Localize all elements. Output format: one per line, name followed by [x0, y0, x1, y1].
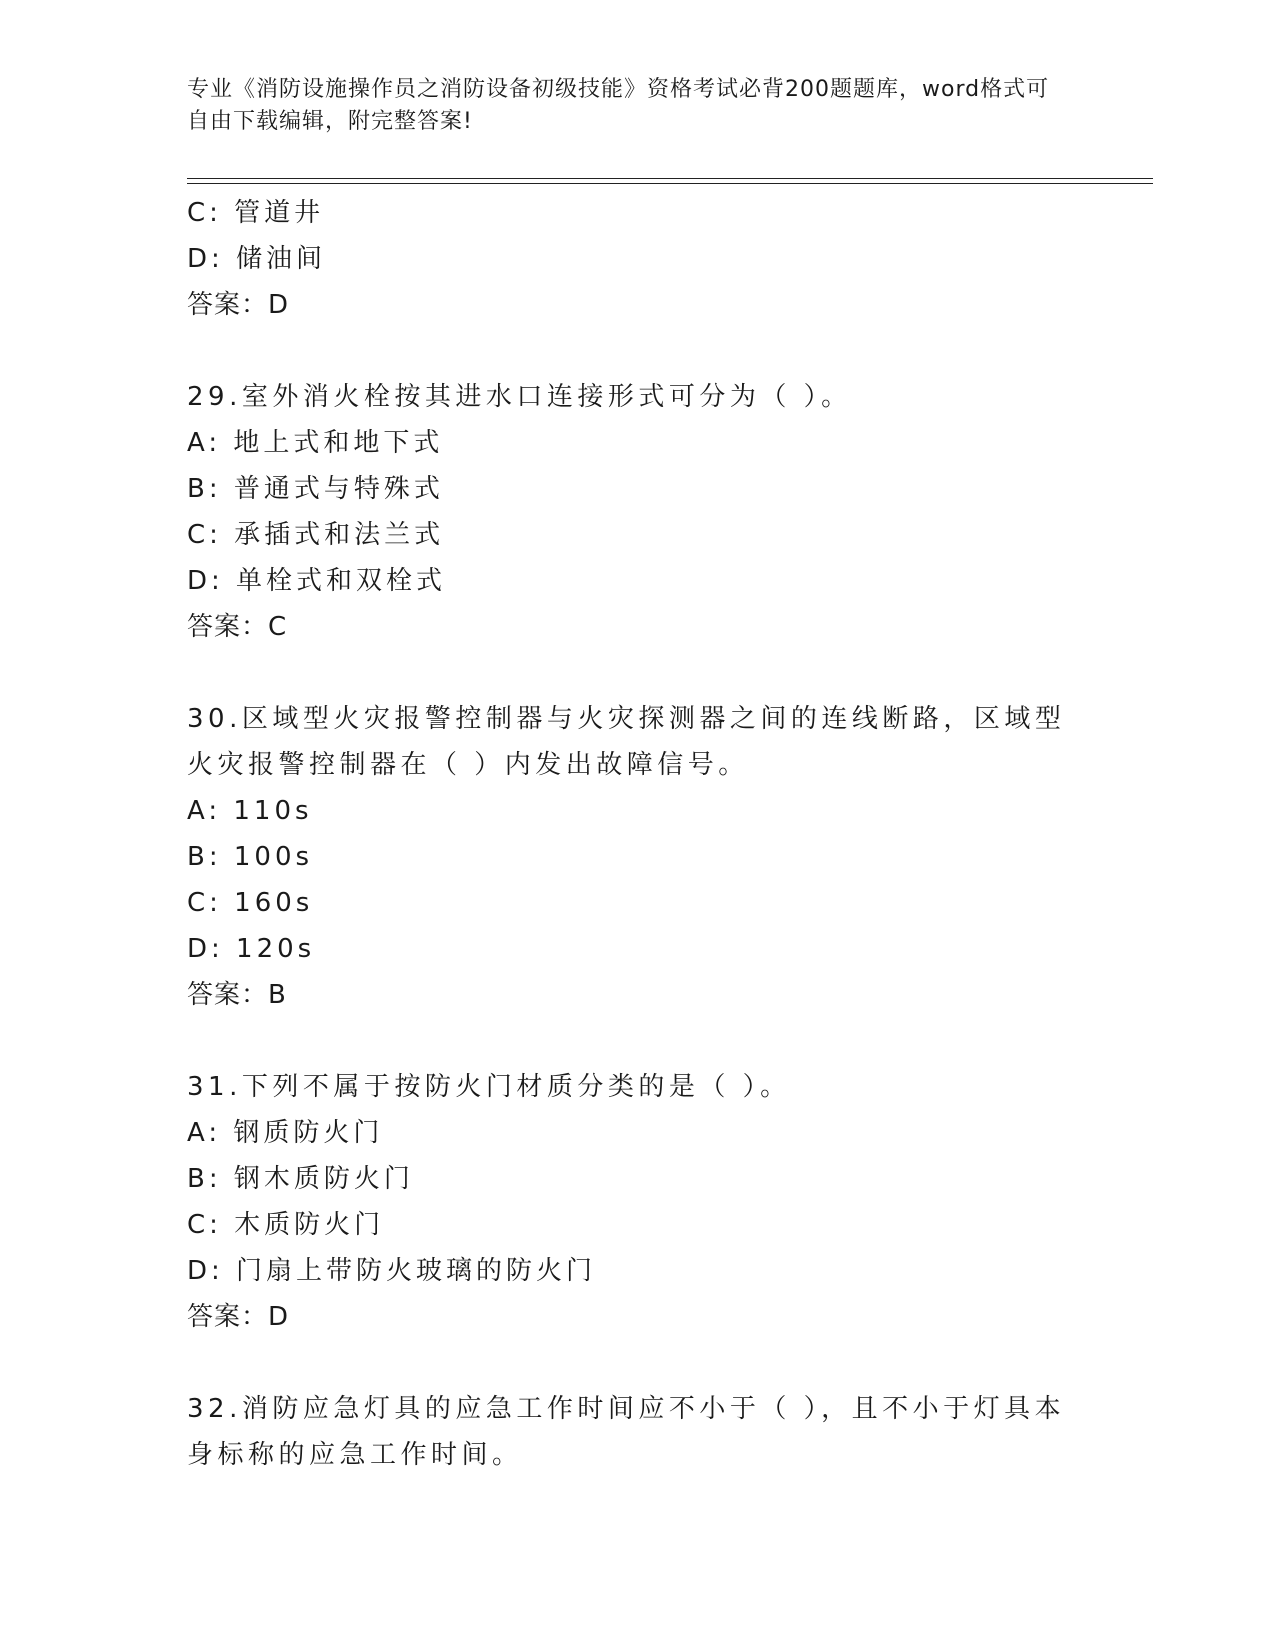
answer-line: 答案：D [187, 290, 290, 320]
option-d: D: 单栓式和双栓式 [187, 566, 447, 596]
option-d: D: 120s [187, 934, 316, 964]
question-stem: 29.室外消火栓按其进水口连接形式可分为（ ）。 [187, 382, 852, 412]
option-b: B: 100s [187, 842, 314, 872]
option-a: A: 钢质防火门 [187, 1118, 384, 1148]
answer-line: 答案：C [187, 612, 288, 642]
spacer [187, 328, 1087, 374]
option-d: D: 储油间 [187, 244, 327, 274]
option-c: C: 160s [187, 888, 314, 918]
spacer [187, 1018, 1087, 1064]
option-c: C: 木质防火门 [187, 1210, 385, 1240]
answer-line: 答案：B [187, 980, 287, 1010]
option-a: A: 地上式和地下式 [187, 428, 444, 458]
question-30 [187, 696, 1087, 1018]
question-stem: 31.下列不属于按防火门材质分类的是（ ）。 [187, 1072, 791, 1102]
header-rule-bottom [187, 183, 1153, 184]
header-rule-top [187, 178, 1153, 179]
option-d: D: 门扇上带防火玻璃的防火门 [187, 1256, 597, 1286]
option-c: C: 承插式和法兰式 [187, 520, 445, 550]
question-32 [187, 1386, 1087, 1478]
spacer [187, 1340, 1087, 1386]
question-content [187, 190, 1087, 1478]
document-header: 专业《消防设施操作员之消防设备初级技能》资格考试必背200题题库，word格式可自由下载编辑，附完整答案! [187, 77, 1050, 134]
question-stem: 30.区域型火灾报警控制器与火灾探测器之间的连线断路，区域型火灾报警控制器在（ ）内发出故障信号。 [187, 704, 1066, 780]
option-b: B: 普通式与特殊式 [187, 474, 444, 504]
option-c: C: 管道井 [187, 198, 325, 228]
option-a: A: 110s [187, 796, 313, 826]
previous-question-tail [187, 190, 1087, 328]
question-stem: 32.消防应急灯具的应急工作时间应不小于（ ），且不小于灯具本身标称的应急工作时间。 [187, 1394, 1066, 1470]
question-29 [187, 374, 1087, 650]
spacer [187, 650, 1087, 696]
question-31 [187, 1064, 1087, 1340]
answer-line: 答案：D [187, 1302, 290, 1332]
option-b: B: 钢木质防火门 [187, 1164, 414, 1194]
